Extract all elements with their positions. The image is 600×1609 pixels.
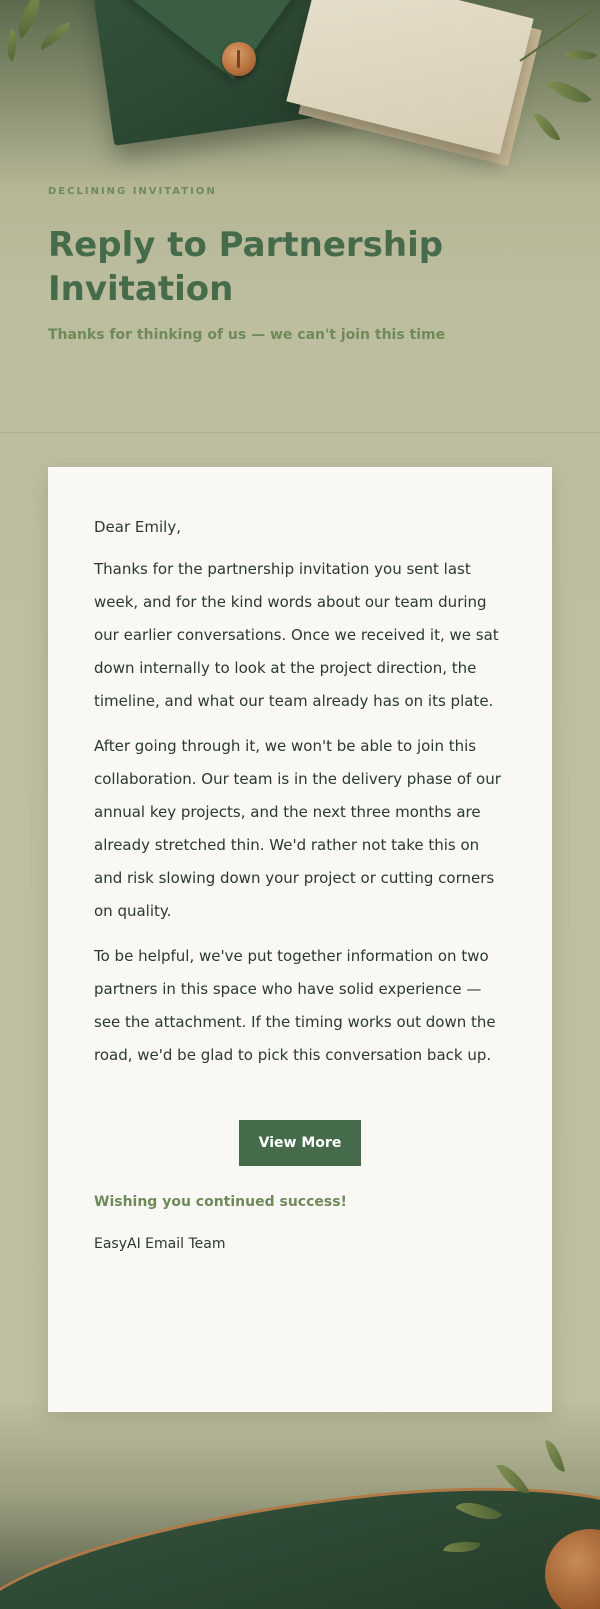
body-paragraph: After going through it, we won't be able to join this collaboration. Our team is in the delivery phase of our annual key projects, and the next three months are already stretched thin. We'd rather not take this on and risk slowing down your project or cutting corners on quality. [94, 737, 501, 920]
leaf-decoration [36, 22, 75, 50]
wax-seal-icon [222, 42, 256, 76]
leaf-decoration [565, 44, 597, 66]
page-title: Reply to Partnership Invitation [48, 225, 444, 309]
view-more-button[interactable]: View More [239, 1120, 362, 1166]
leaf-decoration [545, 1438, 565, 1474]
email-body-card [48, 467, 552, 1412]
fabric-decoration [0, 1468, 600, 1609]
leaf-decoration [533, 109, 560, 146]
button-container [94, 1120, 506, 1166]
closing-line: Wishing you continued success! [94, 1194, 347, 1210]
signature: EasyAI Email Team [94, 1236, 226, 1252]
footer-decoration [0, 1409, 600, 1609]
header-decoration [0, 0, 600, 180]
header-divider [0, 432, 600, 433]
greeting: Dear Emily, [94, 518, 181, 536]
body-paragraph: To be helpful, we've put together information on two partners in this space who have solid experience — see the attachment. If the timing works out down the road, we'd be glad to pick this conversation back up. [94, 947, 496, 1064]
eyebrow-label: DECLINING INVITATION [48, 186, 217, 197]
leaf-decoration [546, 71, 591, 113]
card-paper-image [286, 0, 533, 155]
email-header [48, 186, 548, 343]
page-subtitle: Thanks for thinking of us — we can't join this time [48, 327, 446, 343]
body-paragraph: Thanks for the partnership invitation you sent last week, and for the kind words about our team during our earlier conversations. Once we received it, we sat down internally to look at the project direction, the timeline, and what our team already has on its plate. [94, 560, 499, 710]
